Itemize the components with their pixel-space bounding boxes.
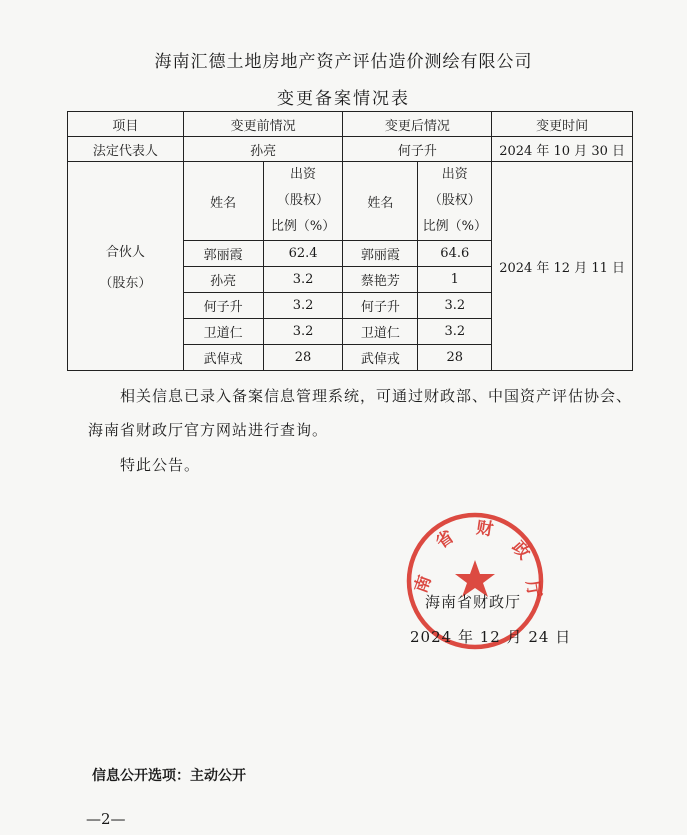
header-before: 变更前情况 — [183, 112, 343, 137]
pct-header-line1: 出资 — [290, 167, 317, 182]
legal-rep-date: 2024 年 10 月 30 日 — [492, 137, 633, 162]
partners-label-line2: （股东） — [99, 276, 152, 291]
page-number: —2— — [86, 810, 126, 828]
svg-text:财: 财 — [474, 517, 495, 541]
before-name: 郭丽霞 — [183, 241, 263, 267]
partners-label-line1: 合伙人 — [105, 245, 145, 260]
before-pct-header — [263, 162, 343, 241]
pct-header-line3: 比例（%） — [270, 219, 336, 234]
before-pct: 3.2 — [263, 267, 343, 293]
before-name: 卫道仁 — [183, 319, 263, 345]
header-item: 项目 — [68, 112, 184, 137]
after-name: 郭丽霞 — [343, 241, 418, 267]
header-date: 变更时间 — [492, 112, 633, 137]
before-name: 何子升 — [183, 293, 263, 319]
after-pct: 3.2 — [418, 293, 492, 319]
after-pct: 3.2 — [418, 319, 492, 345]
pct-header-line2: （股权） — [428, 193, 481, 208]
body-paragraph: 相关信息已录入备案信息管理系统，可通过财政部、中国资产评估协会、海南省财政厅官方网站进行查询。 — [88, 387, 633, 439]
svg-text:南: 南 — [410, 572, 436, 596]
legal-rep-before: 孙亮 — [183, 137, 343, 162]
after-pct: 64.6 — [418, 241, 492, 267]
before-pct: 3.2 — [263, 293, 343, 319]
disclosure-option: 信息公开选项：主动公开 — [92, 768, 246, 784]
pct-header-line3: 比例（%） — [422, 219, 487, 234]
partners-subheader-row — [68, 162, 633, 241]
after-name-header: 姓名 — [343, 162, 418, 241]
before-name: 武倬戎 — [183, 345, 263, 371]
pct-header-line1: 出资 — [441, 167, 468, 182]
closing-paragraph: 特此公告。 — [120, 456, 201, 474]
partners-date: 2024 年 12 月 11 日 — [492, 162, 633, 371]
signing-organization: 海南省财政厅 — [425, 593, 522, 611]
table-row — [68, 137, 633, 162]
svg-text:厅: 厅 — [521, 579, 545, 600]
before-pct: 62.4 — [263, 241, 343, 267]
before-name: 孙亮 — [183, 267, 263, 293]
after-name: 武倬戎 — [343, 345, 418, 371]
before-pct: 28 — [263, 345, 343, 371]
after-pct: 1 — [418, 267, 492, 293]
legal-rep-after: 何子升 — [343, 137, 492, 162]
table-header-row — [68, 112, 633, 137]
after-pct-header — [418, 162, 492, 241]
legal-rep-label: 法定代表人 — [68, 137, 184, 162]
signing-date: 2024 年 12 月 24 日 — [410, 628, 572, 646]
header-after: 变更后情况 — [343, 112, 492, 137]
after-name: 蔡艳芳 — [343, 267, 418, 293]
svg-text:省: 省 — [432, 526, 458, 553]
partners-label — [68, 162, 184, 371]
before-name-header: 姓名 — [183, 162, 263, 241]
table-title: 变更备案情况表 — [277, 89, 410, 109]
after-name: 卫道仁 — [343, 319, 418, 345]
before-pct: 3.2 — [263, 319, 343, 345]
document-title: 海南汇德土地房地产资产评估造价测绘有限公司 — [154, 52, 533, 72]
change-record-table — [67, 111, 633, 371]
svg-text:政: 政 — [507, 537, 534, 564]
after-name: 何子升 — [343, 293, 418, 319]
pct-header-line2: （股权） — [277, 193, 330, 208]
after-pct: 28 — [418, 345, 492, 371]
